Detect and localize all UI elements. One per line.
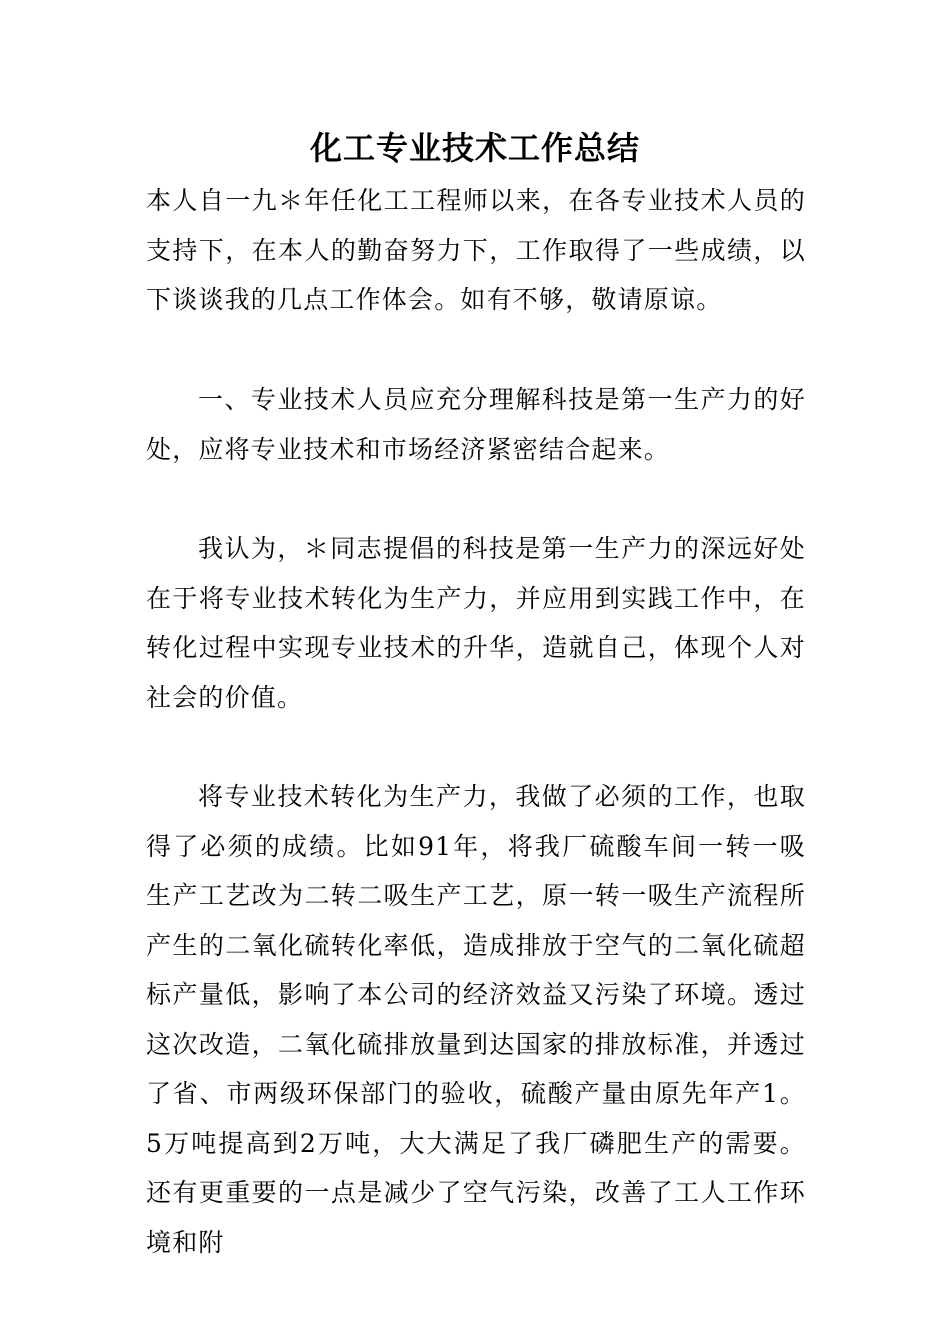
paragraph-intro: 本人自一九＊年任化工工程师以来，在各专业技术人员的支持下，在本人的勤奋努力下，工作取得了一些成绩，以下谈谈我的几点工作体会。如有不够，敬请原谅。	[146, 186, 806, 314]
document-title: 化工专业技术工作总结	[309, 129, 640, 167]
paragraph-example: 将专业技术转化为生产力，我做了必须的工作，也取得了必须的成绩。比如91年，将我厂硫酸车间一转一吸生产工艺改为二转二吸生产工艺，原一转一吸生产流程所产生的二氧化硫转化率低，造成排放于空气的二氧化硫超标产量低，影响了本公司的经济效益又污染了环境。透过这次改造，二氧化硫排放量到达国家的排放标准，并透过了省、市两级环保部门的验收，硫酸产量由原先年产1。5万吨提高到2万吨，大大满足了我厂磷肥生产的需要。还有更重要的一点是减少了空气污染，改善了工人工作环境和附	[146, 782, 806, 1257]
paragraph-section-one-heading: 一、专业技术人员应充分理解科技是第一生产力的好处，应将专业技术和市场经济紧密结合起来。	[146, 385, 806, 464]
paragraph-opinion: 我认为，＊同志提倡的科技是第一生产力的深远好处在于将专业技术转化为生产力，并应用到实践工作中，在转化过程中实现专业技术的升华，造就自己，体现个人对社会的价值。	[146, 534, 806, 712]
